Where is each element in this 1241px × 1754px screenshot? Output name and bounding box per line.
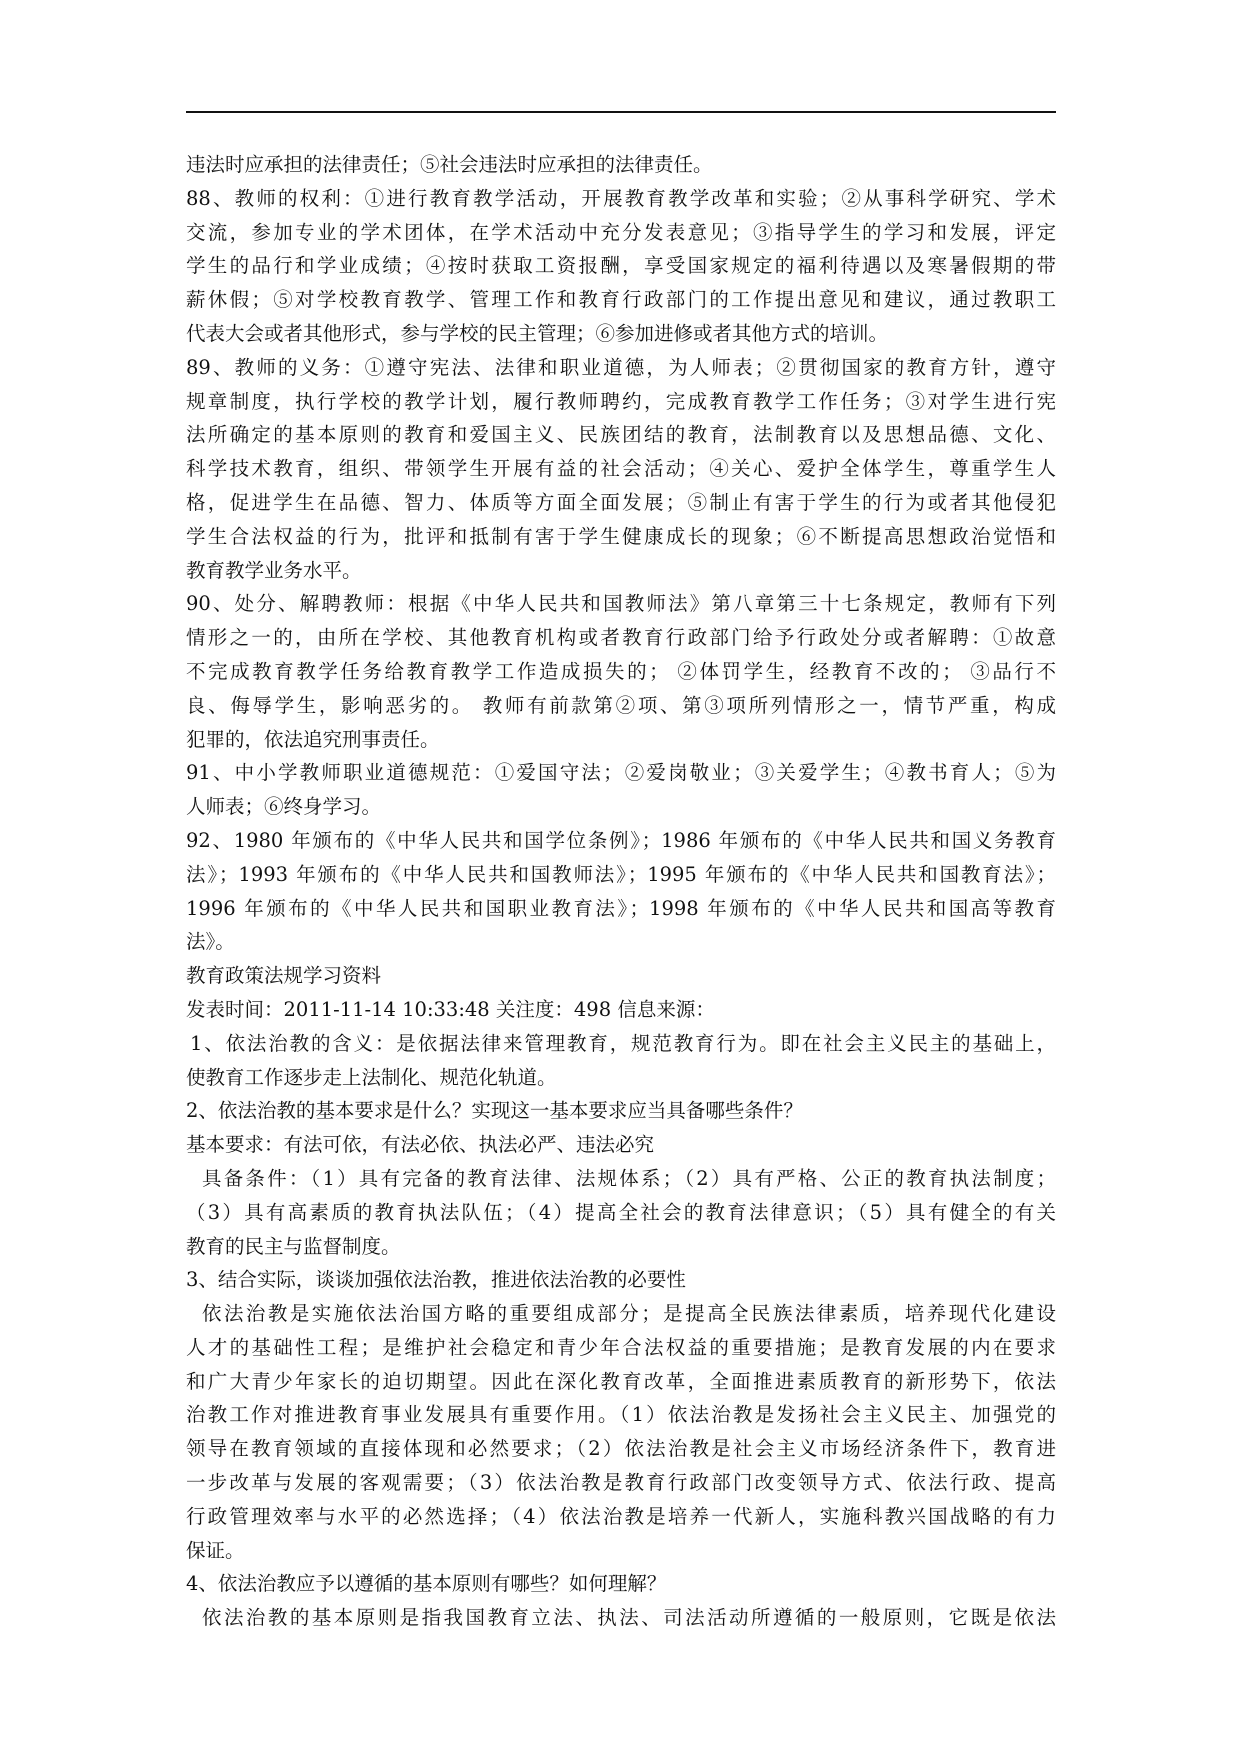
header-rule — [186, 111, 1056, 113]
text-line: 3、结合实际，谈谈加强依法治教，推进依法治教的必要性 — [186, 1268, 686, 1292]
text-line: 薪休假；⑤对学校教育教学、管理工作和教育行政部门的工作提出意见和建议，通过教职工 — [186, 288, 1056, 312]
text-line: 使教育工作逐步走上法制化、规范化轨道。 — [186, 1065, 557, 1089]
text-line: （3）具有高素质的教育执法队伍；（4）提高全社会的教育法律意识；（5）具有健全的有关 — [186, 1200, 1056, 1224]
text-line: 行政管理效率与水平的必然选择；（4）依法治教是培养一代新人，实施科教兴国战略的有力 — [186, 1504, 1056, 1528]
text-line: 良、侮辱学生，影响恶劣的。 教师有前款第②项、第③项所列情形之一，情节严重，构成 — [186, 693, 1056, 717]
text-line: 代表大会或者其他形式，参与学校的民主管理；⑥参加进修或者其他方式的培训。 — [186, 321, 889, 345]
text-line: 教育的民主与监督制度。 — [186, 1234, 401, 1258]
text-line: 人师表；⑥终身学习。 — [186, 795, 382, 819]
text-line: 和广大青少年家长的迫切期望。因此在深化教育改革，全面推进素质教育的新形势下，依法 — [186, 1369, 1056, 1393]
text-line: 教育教学业务水平。 — [186, 558, 362, 582]
text-line: 人才的基础性工程；是维护社会稳定和青少年合法权益的重要措施；是教育发展的内在要求 — [186, 1335, 1056, 1359]
text-line: 依法治教是实施依法治国方略的重要组成部分；是提高全民族法律素质，培养现代化建设 — [202, 1302, 1056, 1326]
text-line: 88、教师的权利：①进行教育教学活动，开展教育教学改革和实验；②从事科学研究、学术 — [186, 186, 1056, 210]
text-line: 90、处分、解聘教师：根据《中华人民共和国教师法》第八章第三十七条规定，教师有下列 — [186, 592, 1056, 616]
text-line: 犯罪的，依法追究刑事责任。 — [186, 727, 440, 751]
text-line: 92、1980 年颁布的《中华人民共和国学位条例》；1986 年颁布的《中华人民共和国义务教育 — [186, 828, 1056, 852]
text-line: 领导在教育领域的直接体现和必然要求；（2）依法治教是社会主义市场经济条件下，教育进 — [186, 1437, 1056, 1461]
text-line: 保证。 — [186, 1538, 245, 1562]
text-line: 法所确定的基本原则的教育和爱国主义、民族团结的教育，法制教育以及思想品德、文化、 — [186, 423, 1056, 447]
text-line: 不完成教育教学任务给教育教学工作造成损失的； ②体罚学生，经教育不改的； ③品行不 — [186, 659, 1056, 683]
text-line: 具备条件：（1）具有完备的教育法律、法规体系；（2）具有严格、公正的教育执法制度； — [202, 1166, 1056, 1190]
text-line: 89、教师的义务：①遵守宪法、法律和职业道德，为人师表；②贯彻国家的教育方针，遵守 — [186, 355, 1056, 379]
text-line: 学生合法权益的行为，批评和抵制有害于学生健康成长的现象；⑥不断提高思想政治觉悟和 — [186, 524, 1056, 548]
text-line: 法》；1993 年颁布的《中华人民共和国教师法》；1995 年颁布的《中华人民共和国教育法》； — [186, 862, 1056, 886]
text-line: 交流，参加专业的学术团体，在学术活动中充分发表意见；③指导学生的学习和发展，评定 — [186, 220, 1056, 244]
text-line: 一步改革与发展的客观需要；（3）依法治教是教育行政部门改变领导方式、依法行政、提高 — [186, 1471, 1056, 1495]
text-line: 格，促进学生在品德、智力、体质等方面全面发展；⑤制止有害于学生的行为或者其他侵犯 — [186, 490, 1056, 514]
document-body — [186, 148, 1056, 1635]
text-line: 科学技术教育，组织、带领学生开展有益的社会活动；④关心、爱护全体学生，尊重学生人 — [186, 457, 1056, 481]
text-line: 1996 年颁布的《中华人民共和国职业教育法》；1998 年颁布的《中华人民共和国高等教育 — [186, 896, 1056, 920]
text-line: 法》。 — [186, 930, 235, 954]
text-line: 教育政策法规学习资料 — [186, 964, 382, 988]
text-line: 治教工作对推进教育事业发展具有重要作用。（1）依法治教是发扬社会主义民主、加强党的 — [186, 1403, 1056, 1427]
text-line: 91、中小学教师职业道德规范：①爱国守法；②爱岗敬业；③关爱学生；④教书育人；⑤为 — [186, 761, 1056, 785]
text-line: 情形之一的，由所在学校、其他教育机构或者教育行政部门给予行政处分或者解聘：①故意 — [186, 626, 1056, 650]
text-line: 1、依法治教的含义：是依据法律来管理教育，规范教育行为。即在社会主义民主的基础上， — [190, 1031, 1056, 1055]
text-line: 依法治教的基本原则是指我国教育立法、执法、司法活动所遵循的一般原则，它既是依法 — [202, 1606, 1056, 1630]
text-line: 违法时应承担的法律责任；⑤社会违法时应承担的法律责任。 — [186, 153, 713, 176]
text-line: 基本要求：有法可依，有法必依、执法必严、违法必究 — [186, 1133, 655, 1157]
text-line: 发表时间：2011-11-14 10:33:48 关注度：498 信息来源： — [186, 997, 715, 1021]
text-line: 2、依法治教的基本要求是什么？实现这一基本要求应当具备哪些条件？ — [186, 1099, 803, 1123]
text-line: 4、依法治教应予以遵循的基本原则有哪些？如何理解？ — [186, 1572, 667, 1596]
text-line: 学生的品行和学业成绩；④按时获取工资报酬，享受国家规定的福利待遇以及寒暑假期的带 — [186, 254, 1056, 278]
text-line: 规章制度，执行学校的教学计划，履行教师聘约，完成教育教学工作任务；③对学生进行宪 — [186, 389, 1056, 413]
